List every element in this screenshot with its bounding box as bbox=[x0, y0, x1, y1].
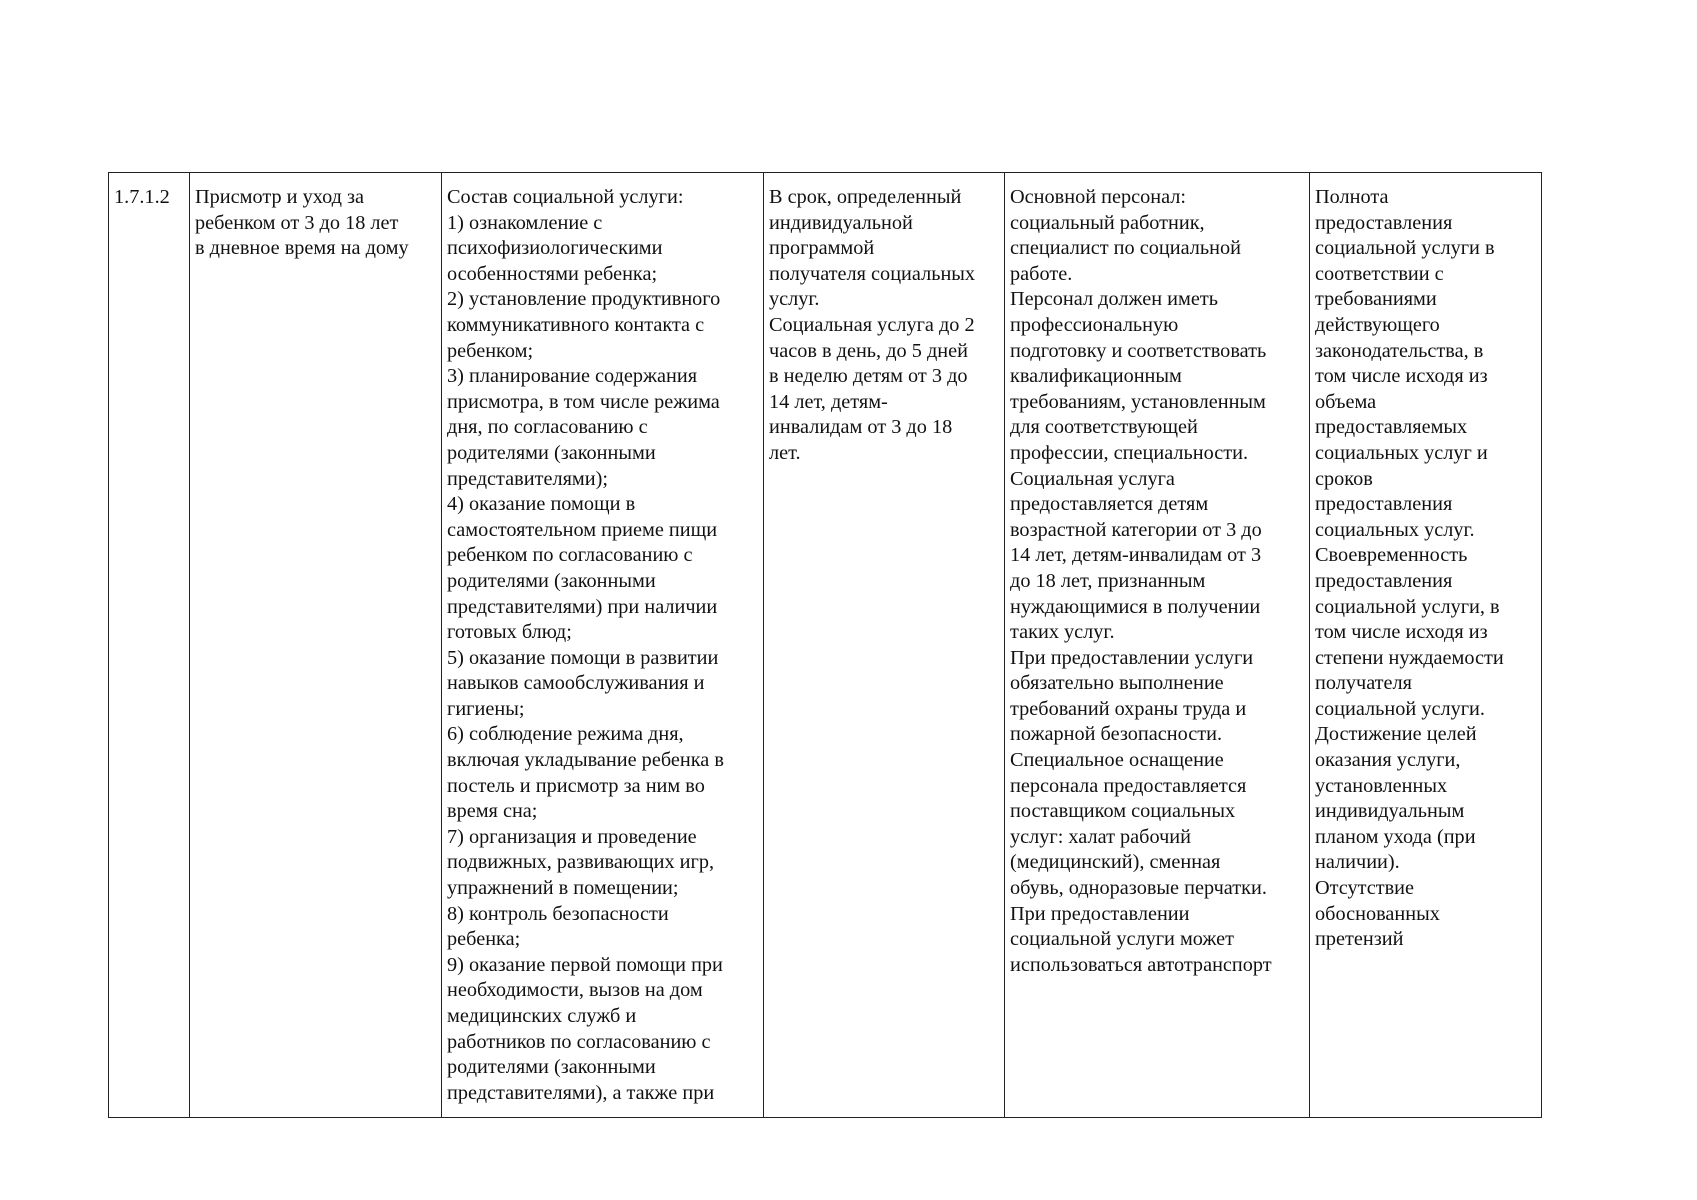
service-quality-cell bbox=[1310, 173, 1542, 1118]
cell-text-line: предоставления bbox=[1315, 569, 1453, 592]
cell-text-line: квалификационным bbox=[1010, 365, 1182, 388]
cell-text-line: социальной услуги, в bbox=[1315, 595, 1500, 618]
cell-text-line: степени нуждаемости bbox=[1315, 646, 1504, 669]
cell-text-line: до 18 лет, признанным bbox=[1010, 569, 1206, 592]
cell-text-line: ребенком; bbox=[447, 339, 534, 362]
cell-text-line: Основной персонал: bbox=[1010, 186, 1187, 208]
cell-text-line: особенностями ребенка; bbox=[447, 262, 658, 285]
cell-text-line: Своевременность bbox=[1315, 544, 1468, 567]
cell-text-line: работников по согласованию с bbox=[447, 1030, 711, 1053]
cell-text-line: социальных услуг и bbox=[1315, 441, 1488, 464]
cell-text-line: наличии). bbox=[1315, 851, 1400, 874]
cell-text-line: Персонал должен иметь bbox=[1010, 288, 1218, 311]
cell-text-line: услуг: халат рабочий bbox=[1010, 825, 1191, 848]
cell-text-line: При предоставлении bbox=[1010, 902, 1190, 925]
cell-text-line: инвалидам от 3 до 18 bbox=[769, 416, 953, 439]
service-staff-text bbox=[1010, 185, 1304, 978]
cell-text-line: 3) планирование содержания bbox=[447, 365, 698, 388]
cell-text-line: законодательства, в bbox=[1315, 339, 1484, 362]
cell-text-line: объема bbox=[1315, 390, 1377, 413]
cell-text-line: Специальное оснащение bbox=[1010, 749, 1224, 772]
cell-text-line: Социальная услуга bbox=[1010, 467, 1175, 490]
cell-text-line: ребенком от 3 до 18 лет bbox=[195, 211, 399, 234]
cell-text-line: программой bbox=[769, 237, 875, 260]
cell-text-line: ребенка; bbox=[447, 928, 521, 951]
cell-text-line: индивидуальным bbox=[1315, 800, 1465, 823]
cell-text-line: Достижение целей bbox=[1315, 723, 1477, 746]
cell-text-line: готовых блюд; bbox=[447, 621, 572, 644]
cell-text-line: обувь, одноразовые перчатки. bbox=[1010, 877, 1267, 900]
cell-text-line: действующего bbox=[1315, 313, 1440, 336]
cell-text-line: социальной услуги в bbox=[1315, 237, 1495, 260]
cell-text-line: предоставляемых bbox=[1315, 416, 1468, 439]
service-name-cell bbox=[190, 173, 442, 1118]
cell-text-line: таких услуг. bbox=[1010, 621, 1115, 644]
cell-text-line: установленных bbox=[1315, 774, 1448, 797]
cell-text-line: Полнота bbox=[1315, 186, 1389, 208]
cell-text-line: 5) оказание помощи в развитии bbox=[447, 646, 719, 669]
cell-text-line: профессии, специальности. bbox=[1010, 441, 1249, 464]
cell-text-line: 1) ознакомление с bbox=[447, 211, 603, 234]
service-composition-cell bbox=[442, 173, 764, 1118]
cell-text-line: социальный работник, bbox=[1010, 211, 1205, 234]
cell-text-line: подготовку и соответствовать bbox=[1010, 339, 1267, 362]
cell-text-line: гигиены; bbox=[447, 697, 525, 720]
cell-text-line: необходимости, вызов на дом bbox=[447, 979, 703, 1002]
service-composition-text bbox=[447, 185, 758, 1106]
cell-text-line: коммуникативного контакта с bbox=[447, 313, 705, 336]
cell-text-line: дня, по согласованию с bbox=[447, 416, 648, 439]
cell-text-line: В срок, определенный bbox=[769, 186, 962, 208]
cell-text-line: 8) контроль безопасности bbox=[447, 902, 669, 925]
service-name-text bbox=[195, 185, 436, 262]
cell-text-line: психофизиологическими bbox=[447, 237, 663, 260]
cell-text-line: требованиями bbox=[1315, 288, 1437, 311]
cell-text-line: 14 лет, детям-инвалидам от 3 bbox=[1010, 544, 1262, 567]
cell-text-line: требований охраны труда и bbox=[1010, 697, 1247, 720]
cell-text-line: При предоставлении услуги bbox=[1010, 646, 1254, 669]
services-table bbox=[108, 172, 1542, 1118]
cell-text-line: родителями (законными bbox=[447, 569, 656, 592]
cell-text-line: нуждающимися в получении bbox=[1010, 595, 1261, 618]
cell-text-line: родителями (законными bbox=[447, 1056, 656, 1079]
cell-text-line: 6) соблюдение режима дня, bbox=[447, 723, 684, 746]
table-row bbox=[109, 173, 1542, 1118]
cell-text-line: услуг. bbox=[769, 288, 820, 311]
cell-text-line: часов в день, до 5 дней bbox=[769, 339, 968, 362]
cell-text-line: социальной услуги. bbox=[1315, 697, 1485, 720]
cell-text-line: 4) оказание помощи в bbox=[447, 493, 636, 516]
service-staff-cell bbox=[1005, 173, 1310, 1118]
cell-text-line: 9) оказание первой помощи при bbox=[447, 953, 723, 976]
service-term-text bbox=[769, 185, 999, 467]
cell-text-line: получателя социальных bbox=[769, 262, 976, 285]
cell-text-line: 2) установление продуктивного bbox=[447, 288, 721, 311]
cell-text-line: 14 лет, детям- bbox=[769, 390, 888, 413]
cell-text-line: для соответствующей bbox=[1010, 416, 1198, 439]
cell-text-line: использоваться автотранспорт bbox=[1010, 953, 1272, 976]
cell-text-line: социальной услуги может bbox=[1010, 928, 1235, 951]
cell-text-line: работе. bbox=[1010, 262, 1073, 285]
service-number-cell bbox=[109, 173, 190, 1118]
cell-text-line: претензий bbox=[1315, 928, 1404, 951]
cell-text-line: включая укладывание ребенка в bbox=[447, 749, 724, 772]
cell-text-line: присмотра, в том числе режима bbox=[447, 390, 720, 413]
cell-text-line: поставщиком социальных bbox=[1010, 800, 1236, 823]
cell-text-line: обязательно выполнение bbox=[1010, 672, 1224, 695]
cell-text-line: лет. bbox=[769, 441, 801, 464]
cell-text-line: планом ухода (при bbox=[1315, 825, 1476, 848]
cell-text-line: время сна; bbox=[447, 800, 538, 823]
cell-text-line: медицинских служб и bbox=[447, 1005, 637, 1027]
cell-text-line: (медицинский), сменная bbox=[1010, 851, 1221, 874]
cell-text-line: Отсутствие bbox=[1315, 877, 1415, 900]
cell-text-line: социальных услуг. bbox=[1315, 518, 1475, 541]
cell-text-line: предоставления bbox=[1315, 493, 1453, 516]
service-number: 1.7.1.2 bbox=[114, 186, 170, 208]
cell-text-line: самостоятельном приеме пищи bbox=[447, 518, 718, 541]
cell-text-line: Социальная услуга до 2 bbox=[769, 313, 975, 336]
cell-text-line: предоставляется детям bbox=[1010, 493, 1209, 516]
cell-text-line: Присмотр и уход за bbox=[195, 186, 365, 208]
cell-text-line: в неделю детям от 3 до bbox=[769, 365, 968, 388]
cell-text-line: 7) организация и проведение bbox=[447, 825, 697, 848]
cell-text-line: Состав социальной услуги: bbox=[447, 186, 684, 208]
cell-text-line: представителями); bbox=[447, 467, 608, 490]
cell-text-line: ребенком по согласованию с bbox=[447, 544, 693, 567]
service-term-cell bbox=[764, 173, 1005, 1118]
cell-text-line: профессиональную bbox=[1010, 313, 1179, 336]
cell-text-line: специалист по социальной bbox=[1010, 237, 1241, 260]
cell-text-line: соответствии с bbox=[1315, 262, 1444, 285]
cell-text-line: требованиям, установленным bbox=[1010, 390, 1266, 413]
cell-text-line: представителями), а также при bbox=[447, 1081, 715, 1104]
cell-text-line: представителями) при наличии bbox=[447, 595, 718, 618]
cell-text-line: том числе исходя из bbox=[1315, 365, 1488, 388]
cell-text-line: персонала предоставляется bbox=[1010, 774, 1247, 797]
cell-text-line: родителями (законными bbox=[447, 441, 656, 464]
service-quality-text bbox=[1315, 185, 1536, 953]
cell-text-line: том числе исходя из bbox=[1315, 621, 1488, 644]
cell-text-line: навыков самообслуживания и bbox=[447, 672, 705, 695]
cell-text-line: пожарной безопасности. bbox=[1010, 723, 1223, 746]
cell-text-line: оказания услуги, bbox=[1315, 749, 1461, 772]
cell-text-line: получателя bbox=[1315, 672, 1412, 695]
cell-text-line: постель и присмотр за ним во bbox=[447, 774, 705, 797]
cell-text-line: предоставления bbox=[1315, 211, 1453, 234]
cell-text-line: обоснованных bbox=[1315, 902, 1440, 925]
cell-text-line: индивидуальной bbox=[769, 211, 913, 234]
cell-text-line: сроков bbox=[1315, 467, 1373, 490]
cell-text-line: подвижных, развивающих игр, bbox=[447, 851, 715, 874]
cell-text-line: возрастной категории от 3 до bbox=[1010, 518, 1262, 541]
cell-text-line: упражнений в помещении; bbox=[447, 877, 679, 900]
cell-text-line: в дневное время на дому bbox=[195, 237, 409, 260]
